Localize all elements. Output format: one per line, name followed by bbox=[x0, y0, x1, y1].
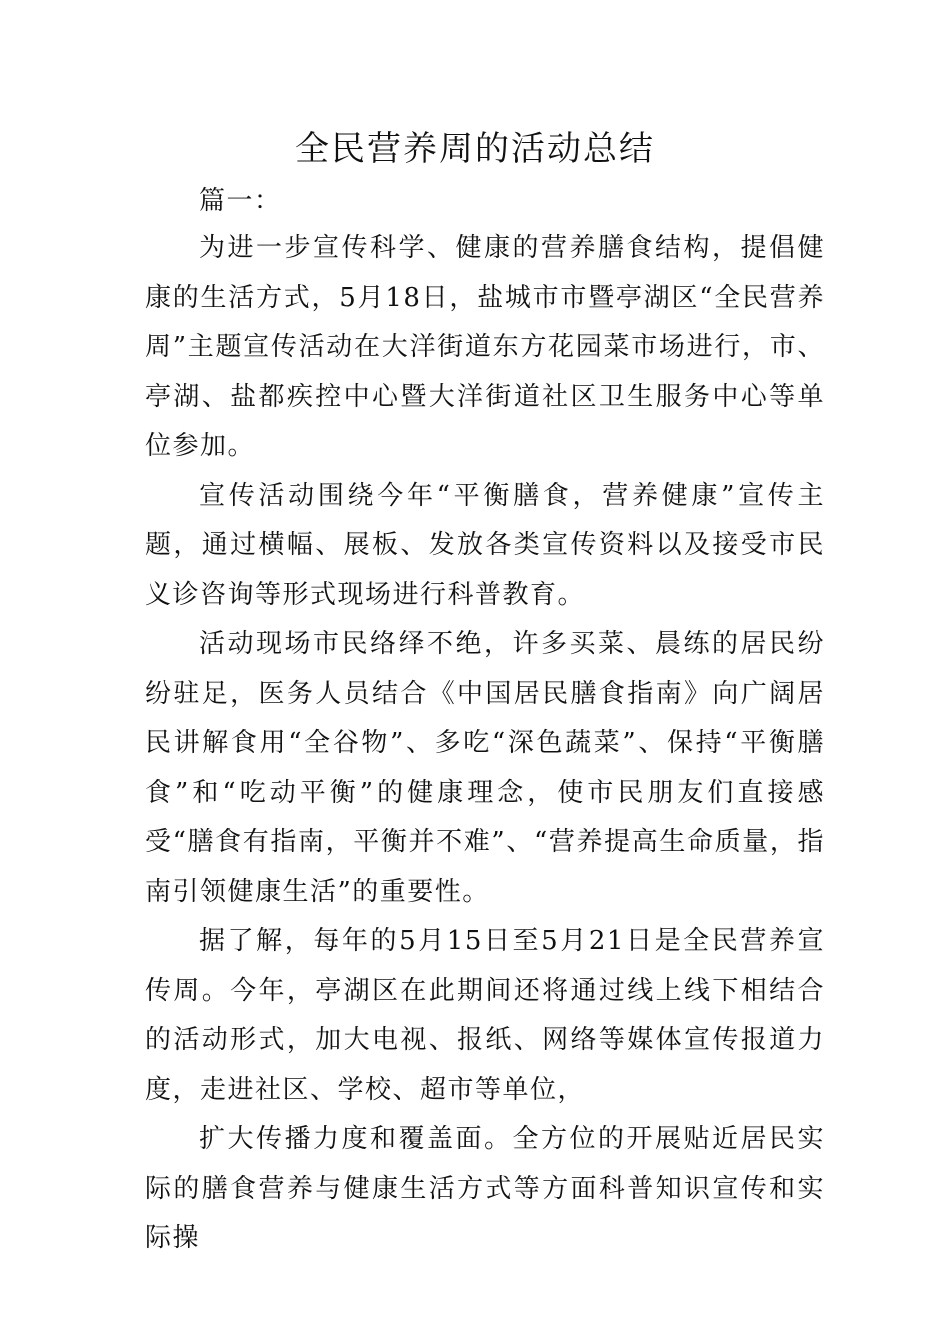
paragraph-1: 为进一步宣传科学、健康的营养膳食结构，提倡健康的生活方式，5月18日，盐城市市暨亭湖区“全民营养周”主题宣传活动在大洋街道东方花园菜市场进行，市、亭湖、盐都疾控中心暨大洋街道社区卫生服务中心等单位参加。 bbox=[145, 233, 825, 461]
document-title: 全民营养周的活动总结 bbox=[295, 129, 655, 169]
paragraph-4: 据了解，每年的5月15日至5月21日是全民营养宣传周。今年，亭湖区在此期间还将通过线上线下相结合的活动形式，加大电视、报纸、网络等媒体宣传报道力度，走进社区、学校、超市等单位， bbox=[145, 926, 825, 1105]
paragraph-2: 宣传活动围绕今年“平衡膳食，营养健康”宣传主题，通过横幅、展板、发放各类宣传资料以及接受市民义诊咨询等形式现场进行科普教育。 bbox=[145, 480, 825, 610]
section-label: 篇一： bbox=[199, 186, 282, 216]
document-body bbox=[145, 178, 825, 1264]
paragraph-3: 活动现场市民络绎不绝，许多买菜、晨练的居民纷纷驻足，医务人员结合《中国居民膳食指南》向广阔居民讲解食用“全谷物”、多吃“深色蔬菜”、保持“平衡膳食”和“吃动平衡”的健康理念，使市民朋友们直接感受“膳食有指南，平衡并不难”、“营养提高生命质量，指南引领健康生活”的重要性。 bbox=[145, 629, 825, 907]
paragraph-5: 扩大传播力度和覆盖面。全方位的开展贴近居民实际的膳食营养与健康生活方式等方面科普知识宣传和实际操 bbox=[145, 1124, 825, 1253]
